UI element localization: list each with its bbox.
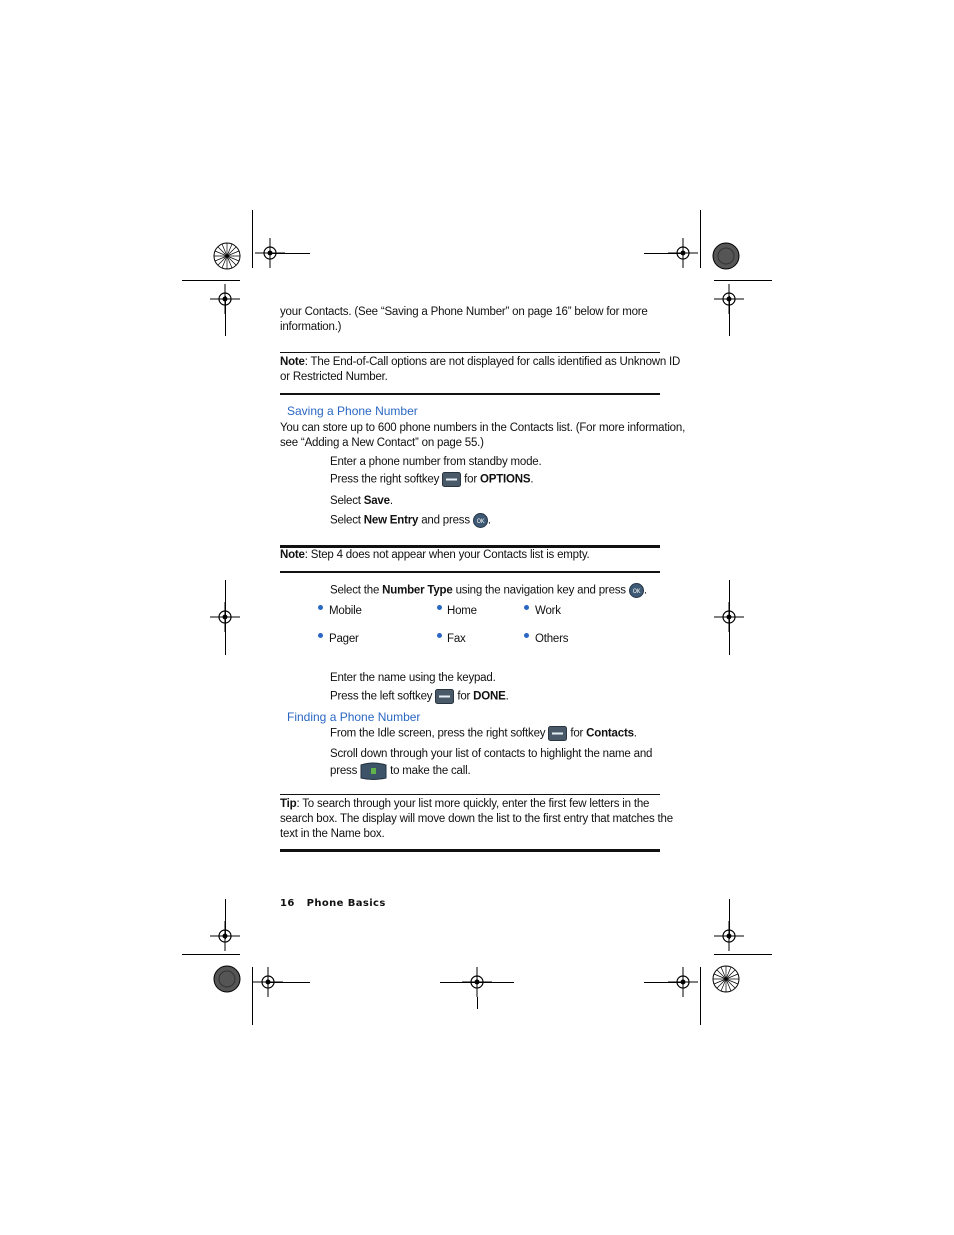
softkey-icon [548, 726, 567, 741]
step-idle-contacts: From the Idle screen, press the right softkey for Contacts. [330, 727, 637, 740]
option-work: Work [535, 605, 561, 617]
bullet-icon [437, 633, 442, 638]
crop-line [252, 210, 253, 268]
crop-line [714, 280, 772, 281]
page-number: 16 [280, 898, 295, 909]
bullet-icon [524, 633, 529, 638]
crop-line [700, 967, 701, 1025]
bullet-icon [437, 605, 442, 610]
intro-paragraph: your Contacts. (See “Saving a Phone Number” on page 16” below for more information.) [280, 306, 648, 333]
svg-text:OK: OK [476, 518, 485, 525]
svg-text:OK: OK [632, 588, 641, 595]
bullet-icon [318, 605, 323, 610]
crop-line [182, 280, 240, 281]
crop-line [225, 899, 226, 939]
crop-line [644, 253, 684, 254]
option-pager: Pager [329, 633, 359, 645]
page-footer [280, 898, 386, 909]
crop-line [729, 580, 730, 655]
crop-line [225, 580, 226, 655]
sunburst-mark-icon [712, 965, 740, 993]
crop-line [270, 253, 310, 254]
bullet-icon [318, 633, 323, 638]
crop-line [477, 997, 478, 1009]
crop-line [644, 982, 684, 983]
section-name: Phone Basics [306, 898, 386, 909]
crop-line [729, 899, 730, 939]
halftone-mark-icon [712, 242, 740, 270]
ok-key-icon [473, 513, 488, 528]
crop-line [700, 210, 701, 268]
saving-paragraph: You can store up to 600 phone numbers in the Contacts list. (For more information, see “Adding a New Contact” on page 55.) [280, 422, 686, 449]
step-select-new-entry: Select New Entry and press OK . [330, 514, 491, 527]
bullet-icon [524, 605, 529, 610]
tip-box: Tip: To search through your list more quickly, enter the first few letters in the search box. The display will move down the list to the first entry that matches the text in the Name box. [280, 798, 673, 840]
section-heading-saving: Saving a Phone Number [287, 404, 418, 418]
ok-key-icon [629, 583, 644, 598]
note-label: Note [280, 356, 305, 368]
option-mobile: Mobile [329, 605, 362, 617]
sunburst-mark-icon [213, 242, 241, 270]
step-number-type: Select the Number Type using the navigation key and press OK . [330, 584, 647, 597]
note2-bottom-rule [280, 571, 660, 573]
softkey-icon [442, 472, 461, 487]
option-home: Home [447, 605, 477, 617]
note-step4: Note: Step 4 does not appear when your Contacts list is empty. [280, 549, 590, 561]
crop-line [440, 982, 514, 983]
softkey-icon [435, 689, 454, 704]
crop-line [714, 954, 772, 955]
note-bottom-rule [280, 393, 660, 395]
step-select-save: Select Save. [330, 495, 393, 507]
crop-line [225, 296, 226, 336]
step-enter-number: Enter a phone number from standby mode. [330, 456, 542, 468]
step-press-options: Press the right softkey for OPTIONS. [330, 473, 534, 486]
section-heading-finding: Finding a Phone Number [287, 710, 421, 724]
note-end-of-call: Note: The End-of-Call options are not displayed for calls identified as Unknown ID or Restricted Number. [280, 356, 681, 383]
option-others: Others [535, 633, 569, 645]
step-press-done: Press the left softkey for DONE. [330, 690, 509, 703]
step-scroll-call: Scroll down through your list of contacts to highlight the name and press to make the call. [330, 747, 652, 780]
crop-line [252, 967, 253, 1025]
tip-bottom-rule [280, 849, 660, 852]
note-top-rule [280, 352, 660, 353]
crop-line [182, 954, 240, 955]
crop-line [729, 296, 730, 336]
crop-line [270, 982, 310, 983]
step-enter-name: Enter the name using the keypad. [330, 672, 496, 684]
halftone-mark-icon [213, 965, 241, 993]
option-fax: Fax [447, 633, 466, 645]
tip-top-rule [280, 794, 660, 795]
send-key-icon [360, 762, 387, 780]
